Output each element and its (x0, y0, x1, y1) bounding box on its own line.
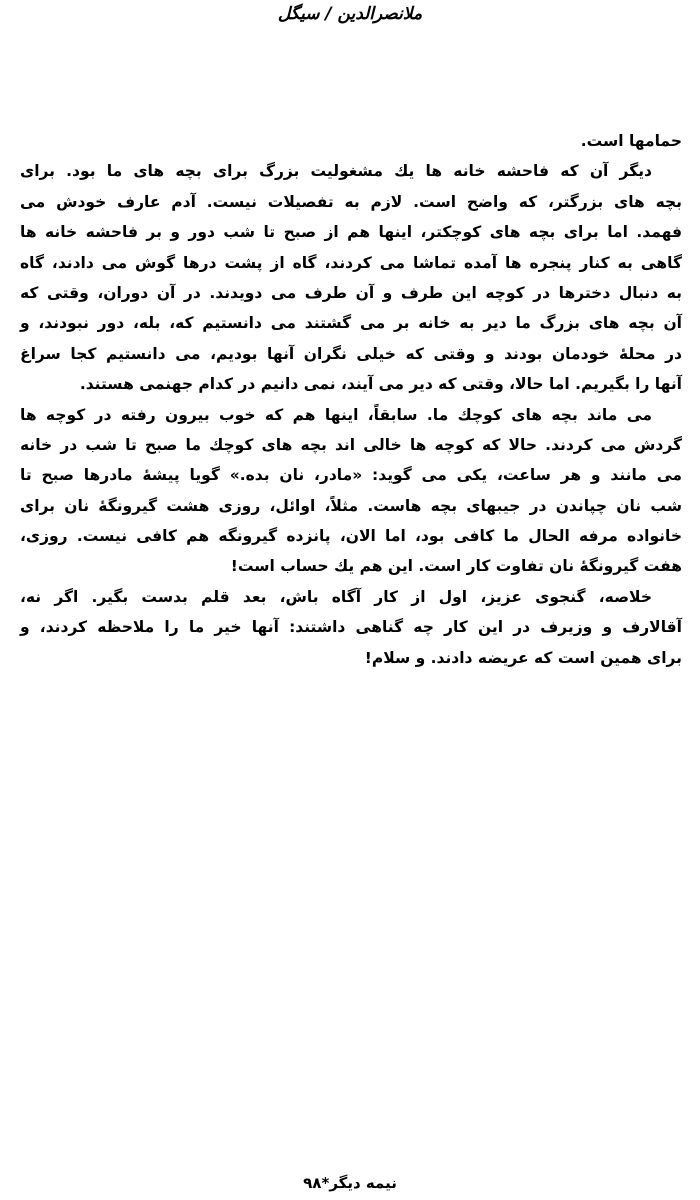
text-line: آنها را بگیریم. اما حالا، وقتی که دیر می آیند، نمی دانیم در کدام جهنمی هستند. (79, 375, 682, 394)
text-line: گاهی به کنار پنجره ها آمده تماشا می کردند، گاه از پشت درها گوش می دادند، گاه (20, 253, 682, 272)
text-line: بچه های بزرگتر، که واضح است. لازم به تفصیلات نیست. آدم عارف خودش می (20, 192, 682, 211)
text-line: به دنبال دخترها در کوچه این طرف و آن طرف می دویدند. در آن دوران، وقتی که (20, 283, 682, 302)
text-line: خلاصه، گنجوی عزیز، اول از کار آگاه باش، بعد قلم بدست بگیر. اگر نه، (20, 587, 652, 606)
text-line: آن بچه های بزرگ ما دیر به خانه بر می گشتند می دانستیم که، بله، دور نبودند، و (20, 314, 682, 333)
text-line: دیگر آن که فاحشه خانه ها یك مشغولیت بزرگ برای بچه های ما بود. برای (20, 162, 652, 181)
text-line: خانواده مرفه الحال ما کافی بود، اما الان، پانزده گیرونگه هم کافی نیست. روزی، (20, 527, 682, 546)
running-header: ملانصرالدین / سیگل (277, 4, 423, 24)
text-line: می ماند بچه های کوچك ما. سابقاً، اینها هم که خوب بیرون رفته در کوچه ها (20, 405, 652, 424)
text-line: در محلهٔ خودمان بودند و وقتی که خیلی نگران آنها بودیم، می دانستیم کجا سراغ (20, 344, 682, 363)
text-line: حمامها است. (580, 132, 682, 150)
page-footer: نیمه دیگر*۹۸ (303, 1174, 397, 1192)
text-line: گردش می کردند. حالا که کوچه ها خالی اند بچه های کوچك ما صبح تا شب در خانه (20, 435, 682, 454)
text-line: برای همین است که عریضه دادند. و سلام! (364, 648, 682, 667)
body-text (20, 126, 682, 673)
text-line: آقالارف و وزیرف در این کار چه گناهی داشتند: آنها خیر ما را ملاحظه کردند، و (20, 618, 682, 637)
text-line: هفت گیرونگهٔ نان تفاوت کار است. این هم یك حساب است! (230, 557, 682, 576)
text-line: می مانند و هر ساعت، یکی می گوید: «مادر، نان بده.» گویا پیشهٔ مادرها صبح تا (20, 466, 682, 485)
text-line: فهمد. اما برای بچه های کوچکتر، اینها هم از صبح تا شب دور و بر فاحشه خانه ها (20, 223, 682, 242)
text-line: شب نان چپاندن در جیبهای بچه هاست. مثلاً، اوائل، روزی هشت گیرونگهٔ نان برای (20, 496, 682, 515)
